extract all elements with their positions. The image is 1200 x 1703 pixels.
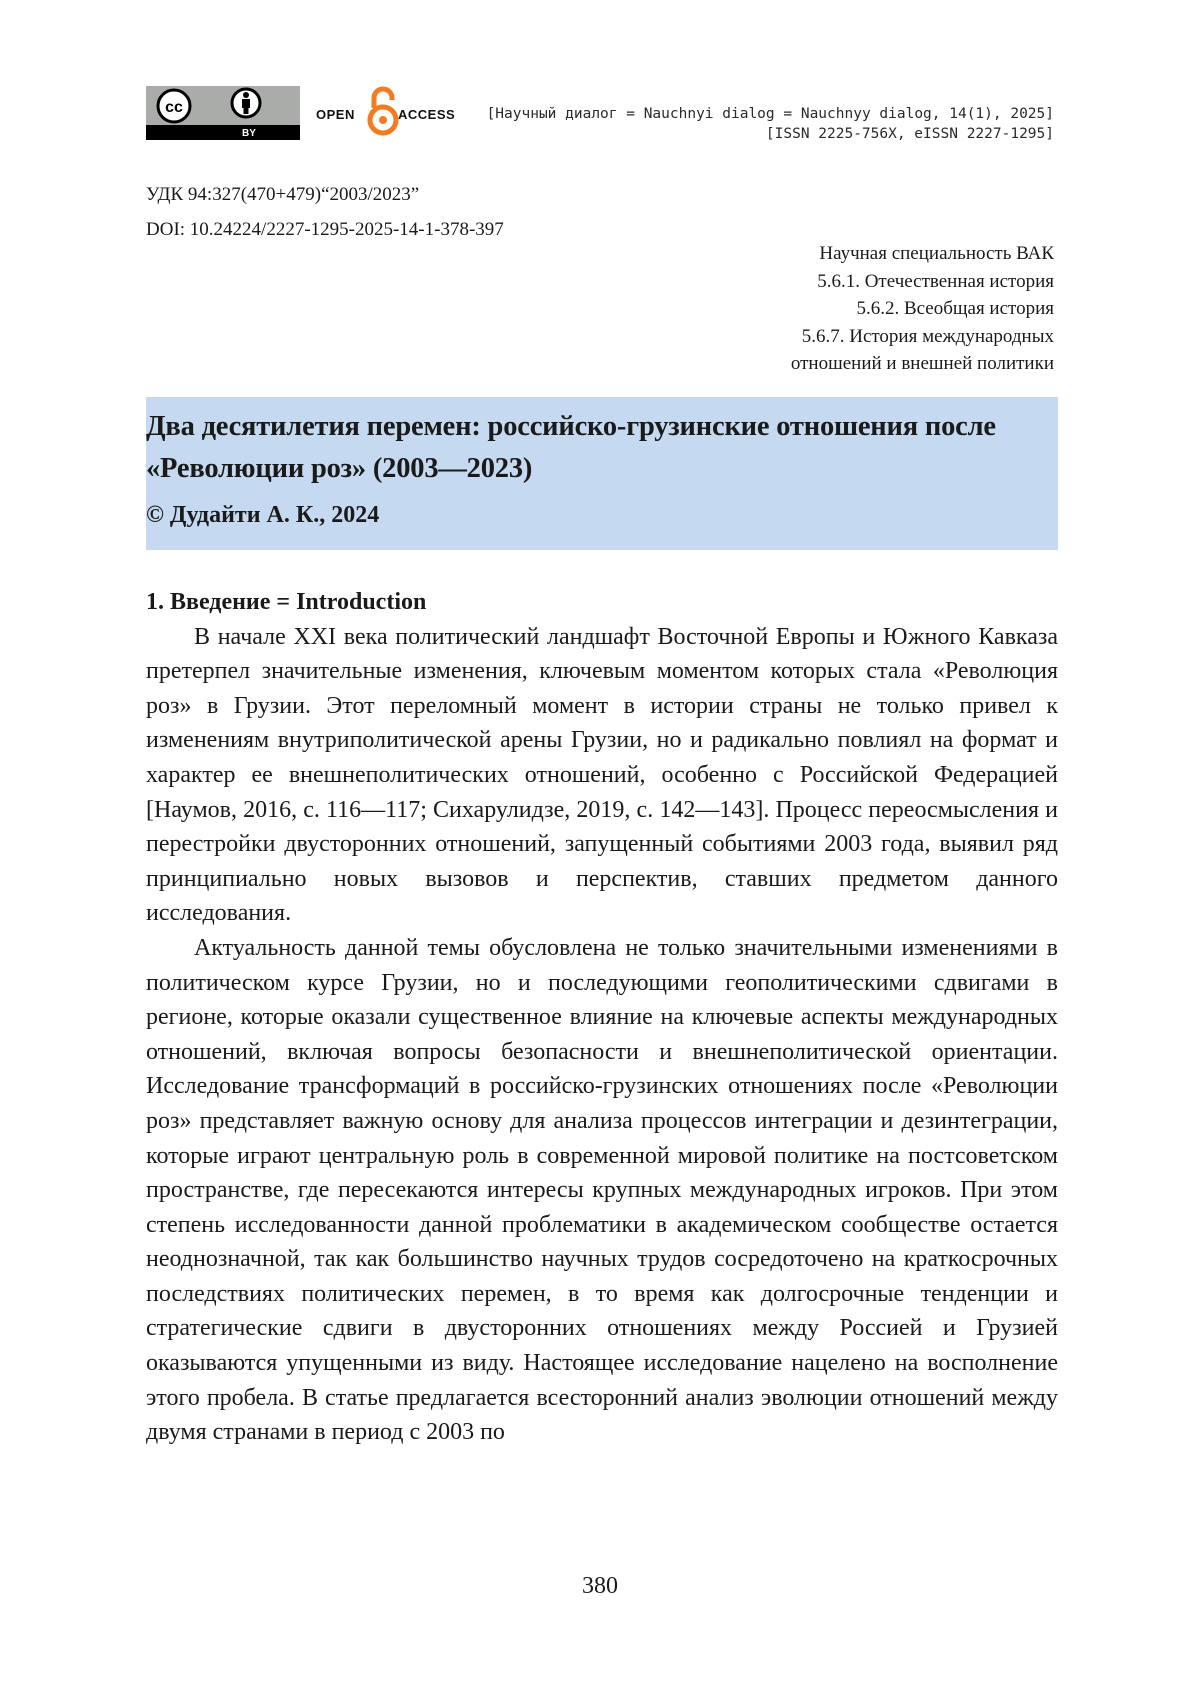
open-access-logo — [316, 86, 456, 138]
article-identifiers — [146, 177, 504, 247]
journal-issn: [ISSN 2225-756X, eISSN 2227-1295] — [487, 124, 1054, 144]
specialty-heading: Научная специальность ВАК — [791, 240, 1054, 268]
specialty-line: отношений и внешней политики — [791, 350, 1054, 378]
specialty-line: 5.6.1. Отечественная история — [791, 268, 1054, 296]
cc-icon — [146, 86, 300, 126]
udk-code: УДК 94:327(470+479)“2003/2023” — [146, 177, 504, 212]
page-number: 380 — [0, 1573, 1200, 1600]
author-copyright: © Дудайти А. К., 2024 — [146, 498, 1058, 532]
open-access-label-left: OPEN — [316, 107, 355, 122]
body-paragraph: В начале XXI века политический ландшафт Восточной Европы и Южного Кавказа претерпел значительные изменения, ключевым моментом которых стала «Революция роз» в Грузии. Этот переломный момент в истории страны не только привел к изменениям внутриполитической арены Грузии, но и радикально повлиял на формат и характер ее внешнеполитических отношений, особенно с Российской Федерацией [Наумов, 2016, с. 116—117; Сихарулидзе, 2019, с. 142—143]. Процесс переосмысления и перестройки двусторонних отношений, запущенный событиями 2003 года, выявил ряд принципиально новых вызовов и перспектив, ставших предметом данного исследования. — [146, 620, 1058, 931]
specialty-line: 5.6.2. Всеобщая история — [791, 295, 1054, 323]
vak-specialty — [791, 240, 1054, 378]
cc-by-license-badge — [146, 86, 300, 140]
specialty-line: 5.6.7. История международных — [791, 323, 1054, 351]
journal-reference — [487, 104, 1054, 144]
license-by-label: BY — [242, 128, 256, 139]
journal-citation: [Научный диалог = Nauchnyi dialog = Nauchnyy dialog, 14(1), 2025] — [487, 104, 1054, 124]
body-paragraph: Актуальность данной темы обусловлена не только значительными изменениями в политическом курсе Грузии, но и последующими геополитическими сдвигами в регионе, которые оказали существенное влияние на ключевые аспекты международных отношений, включая вопросы безопасности и внешнеполитической ориентации. Исследование трансформаций в российско-грузинских отношениях после «Революции роз» представляет важную основу для анализа процессов интеграции и дезинтеграции, которые играют центральную роль в современной мировой политике на постсоветском пространстве, где пересекаются интересы крупных международных игроков. При этом степень исследованности данной проблематики в академическом сообществе остается неоднозначной, так как большинство научных трудов сосредоточено на краткосрочных последствиях политических перемен, в то время как долгосрочные тенденции и стратегические сдвиги в двусторонних отношениях между Россией и Грузией оказываются упущенными из виду. Настоящее исследование нацелено на восполнение этого пробела. В статье предлагается всесторонний анализ эволюции отношений между двумя странами в период с 2003 по — [146, 931, 1058, 1450]
title-block — [146, 397, 1058, 550]
open-access-label-right: ACCESS — [398, 107, 455, 122]
article-title: Два десятилетия перемен: российско-грузинские отношения после «Революции роз» (2003—2023) — [146, 406, 1058, 490]
article-body — [146, 585, 1058, 1450]
section-heading: 1. Введение = Introduction — [146, 585, 1058, 620]
license-bar — [146, 125, 300, 140]
doi: DOI: 10.24224/2227-1295-2025-14-1-378-397 — [146, 212, 504, 247]
svg-text:cc: cc — [165, 99, 183, 116]
open-access-lock-icon — [366, 86, 400, 138]
